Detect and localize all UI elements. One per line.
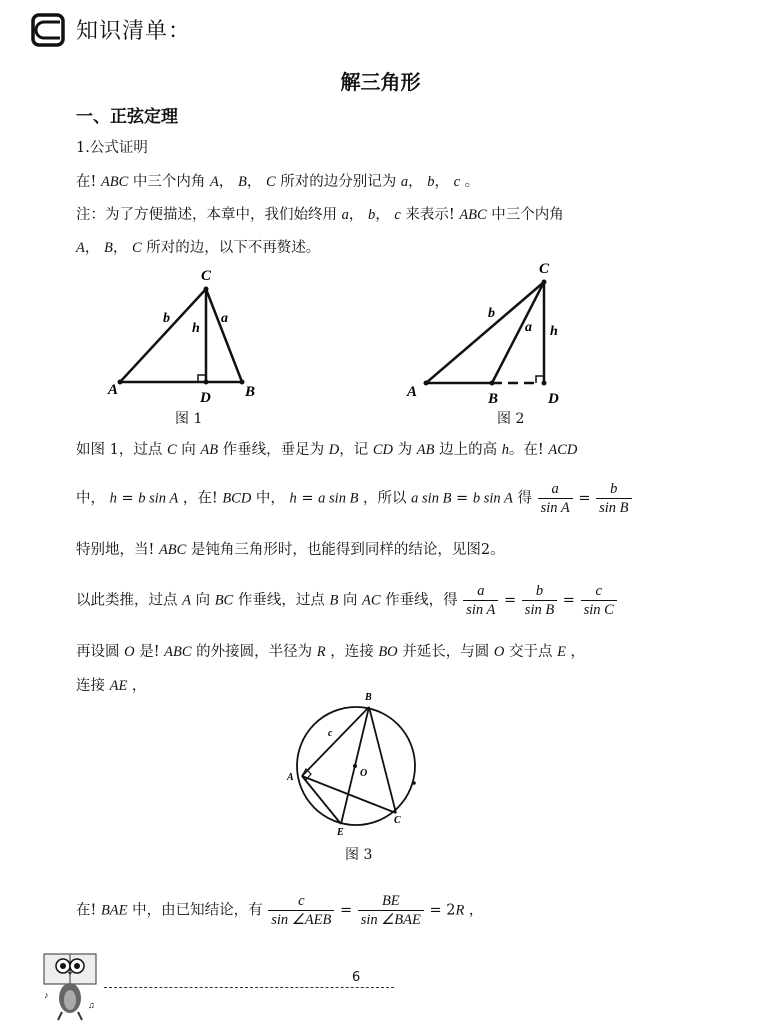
fraction-a-over-sinA: $\frac{a}{\text{sin A}}$ bbox=[463, 582, 498, 619]
label-A: A bbox=[287, 772, 294, 783]
fraction-b-over-sinB: $\frac{b}{\text{sin B}}$ bbox=[596, 480, 631, 517]
paragraph-6: 以此类推，过点 A 向 BC 作垂线，过点 B 向 AC 作垂线，得 $\frac{a}{\text{sin A}}$ = $\frac{b}{\text{sin B}}$ = $\frac{c}{\text{sin C}}$ bbox=[76, 582, 618, 619]
label-c: c bbox=[328, 728, 333, 739]
note-line-2: A， B， C 所对的边，以下不再赘述。 bbox=[76, 240, 321, 256]
paragraph-7-line-2: 连接 AE ， bbox=[76, 678, 147, 694]
label-B: B bbox=[488, 391, 499, 407]
label-h: h bbox=[192, 321, 200, 336]
paragraph-7-line-1: 再设圆 O 是! ABC 的外接圆，半径为 R ，连接 BO 并延长，与圆 O 交于点 E ， bbox=[76, 644, 586, 660]
label-b: b bbox=[488, 306, 495, 321]
label-A: A bbox=[407, 384, 418, 400]
paragraph-4: 中， h = b sin A ，在! BCD 中， h = a sin B ，所以 a sin B = b sin A 得 $\frac{a}{\text{sin A}}$ = $\frac{b}{\text{sin B}}$ bbox=[76, 480, 633, 517]
fraction-c-over-sinAEB: $\frac{c}{\text{sin ∠AEB}}$ bbox=[268, 892, 334, 929]
fraction-BE-over-sinBAE: $\frac{BE}{\text{sin ∠BAE}}$ bbox=[358, 892, 424, 929]
label-B: B bbox=[365, 692, 372, 703]
figure-3-caption: 图 3 bbox=[345, 847, 373, 863]
header-title: 知识清单： bbox=[76, 19, 192, 44]
label-C: C bbox=[201, 268, 212, 284]
label-O: O bbox=[360, 768, 368, 779]
label-B: B bbox=[245, 384, 256, 400]
label-a: a bbox=[525, 320, 532, 335]
paragraph-5: 特别地，当! ABC 是钝角三角形时，也能得到同样的结论，见图2。 bbox=[76, 542, 505, 558]
footer-divider bbox=[104, 987, 394, 988]
svg-text:♫: ♫ bbox=[88, 1000, 95, 1010]
note-line-1: 注：为了方便描述，本章中，我们始终用 a， b， c 来表示! ABC 中三个内角 bbox=[76, 207, 564, 223]
label-E: E bbox=[337, 827, 344, 838]
fraction-c-over-sinC: $\frac{c}{\text{sin C}}$ bbox=[581, 582, 617, 619]
paragraph-3: 如图 1，过点 C 向 AB 作垂线，垂足为 D，记 CD 为 AB 边上的高 h。在! ACD bbox=[76, 442, 578, 458]
document-title: 解三角形 bbox=[340, 70, 421, 94]
label-D: D bbox=[200, 390, 211, 406]
label-A: A bbox=[108, 382, 119, 398]
label-D: D bbox=[548, 391, 559, 407]
label-C: C bbox=[539, 261, 550, 277]
subheading: 1.公式证明 bbox=[76, 140, 148, 156]
paragraph-1: 在! ABC 中三个内角 A， B， C 所对的边分别记为 a， b， c 。 bbox=[76, 174, 480, 190]
owl-mascot-icon bbox=[40, 950, 102, 1022]
paragraph-8: 在! BAE 中，由已知结论，有 $\frac{c}{\text{sin ∠AEB}}$ = $\frac{BE}{\text{sin ∠BAE}}$ = 2R ， bbox=[76, 893, 484, 928]
figure-1-caption: 图 1 bbox=[175, 411, 203, 427]
figure-3-diagram bbox=[282, 688, 432, 838]
fraction-b-over-sinB: $\frac{b}{\text{sin B}}$ bbox=[522, 582, 557, 619]
figure-2-diagram bbox=[400, 255, 570, 410]
fraction-a-over-sinA: $\frac{a}{\text{sin A}}$ bbox=[538, 480, 573, 517]
section-heading: 一、正弦定理 bbox=[76, 107, 178, 127]
figure-2-caption: 图 2 bbox=[497, 411, 525, 427]
figure-1-diagram bbox=[100, 262, 270, 412]
label-b: b bbox=[163, 311, 170, 326]
svg-text:♪: ♪ bbox=[44, 990, 49, 1000]
page-number: 6 bbox=[352, 970, 361, 985]
label-a: a bbox=[221, 311, 228, 326]
label-C: C bbox=[394, 815, 401, 826]
notebook-icon bbox=[30, 12, 70, 48]
label-h: h bbox=[550, 324, 558, 339]
